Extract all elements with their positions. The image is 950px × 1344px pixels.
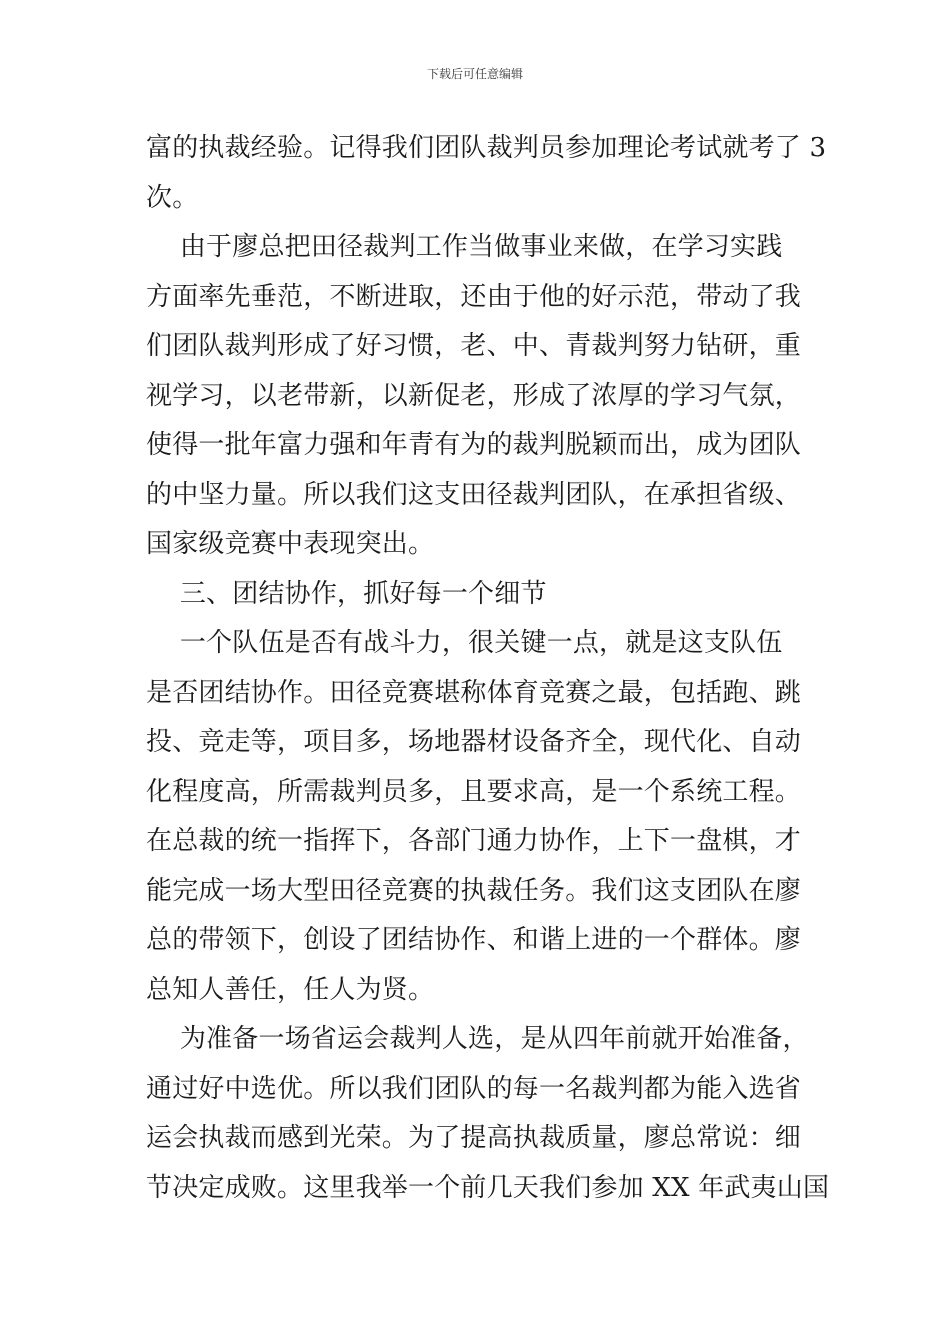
text-line: 一个队伍是否有战斗力，很关键一点，就是这支队伍 [146,628,783,658]
text-line: 能完成一场大型田径竞赛的执裁任务。我们这支团队在廖 [146,875,802,906]
text-line: 为准备一场省运会裁判人选，是从四年前就开始准备， [146,1024,809,1054]
text-line: 化程度高，所需裁判员多，且要求高，是一个系统工程。 [146,776,802,807]
text-line: 运会执裁而感到光荣。为了提高执裁质量，廖总常说：细 [146,1123,802,1153]
text-line: 国家级竞赛中表现突出。 [146,529,435,559]
text-line: 富的执裁经验。记得我们团队裁判员参加理论考试就考了 3 [146,133,827,163]
text-line: 们团队裁判形成了好习惯，老、中、青裁判努力钻研，重 [146,331,802,361]
text-line: 总的带领下，创设了团结协作、和谐上进的一个群体。廖 [146,925,802,955]
page-header: 下载后可任意编辑 [426,67,523,81]
text-line: 方面率先垂范，不断进取，还由于他的好示范，带动了我 [146,281,802,312]
text-line: 次。 [146,182,199,213]
text-line: 由于廖总把田径裁判工作当做事业来做，在学习实践 [146,232,783,262]
text-line: 节决定成败。这里我举一个前几天我们参加 XX 年武夷山国 [146,1172,830,1203]
text-line: 视学习，以老带新，以新促老，形成了浓厚的学习气氛， [146,380,802,411]
section-heading: 三、团结协作，抓好每一个细节 [146,578,547,609]
body-text [146,124,830,1213]
text-line: 投、竞走等，项目多，场地器材设备齐全，现代化、自动 [146,727,802,757]
text-line: 使得一批年富力强和年青有为的裁判脱颖而出，成为团队 [146,430,802,460]
text-line: 通过好中选优。所以我们团队的每一名裁判都为能入选省 [146,1073,802,1104]
text-line: 是否团结协作。田径竞赛堪称体育竞赛之最，包括跑、跳 [146,677,802,708]
text-line: 的中坚力量。所以我们这支田径裁判团队，在承担省级、 [146,479,802,510]
text-line: 总知人善任，任人为贤。 [146,974,435,1005]
text-line: 在总裁的统一指挥下，各部门通力协作，上下一盘棋，才 [146,826,802,856]
